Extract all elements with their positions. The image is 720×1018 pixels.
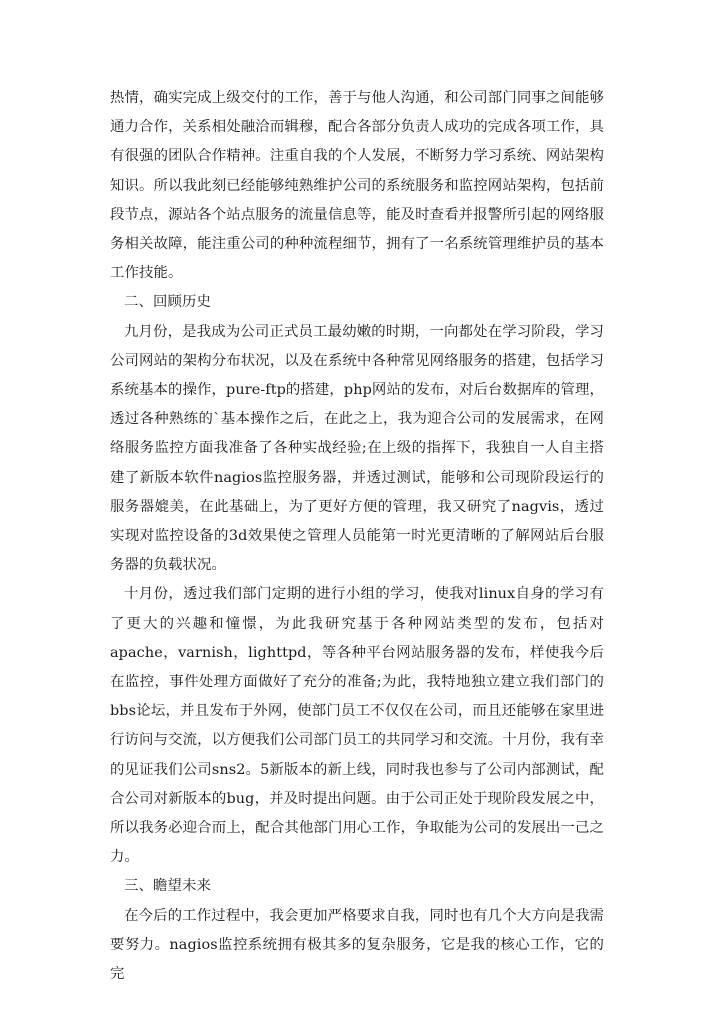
paragraph-october: 十月份，透过我们部门定期的进行小组的学习，使我对linux自身的学习有了更大的兴趣和憧憬，为此我研究基于各种网站类型的发布，包括对apache，varnish，lighttpd，等各种平台网站服务器的发布，样使我今后在监控，事件处理方面做好了充分的准备;为此，我特地独立建立我们部门的bbs论坛，并且发布于外网，使部门员工不仅仅在公司，而且还能够在家里进行访问与交流，以方便我们公司部门员工的共同学习和交流。十月份，我有幸的见证我们公司sns2。5新版本的新上线，同时我也参与了公司内部测试，配合公司对新版本的bug，并及时提出问题。由于公司正处于现阶段发展之中，所以我务必迎合而上，配合其他部门用心工作，争取能为公司的发展出一己之力。 [110, 586, 604, 866]
paragraph-continuation: 热情，确实完成上级交付的工作，善于与他人沟通，和公司部门同事之间能够通力合作，关系相处融洽而辑穆，配合各部分负责人成功的完成各项工作，具有很强的团队合作精神。注重自我的个人发展，不断努力学习系统、网站架构知识。所以我此刻已经能够纯熟维护公司的系统服务和监控网站架构，包括前段节点，源站各个站点服务的流量信息等，能及时查看并报警所引起的网络服务相关故障，能注重公司的种种流程细节，拥有了一名系统管理维护员的基本工作技能。 [110, 90, 604, 282]
section-heading-future: 三、瞻望未来 [124, 878, 211, 895]
paragraph-future: 在今后的工作过程中，我会更加严格要求自我，同时也有几个大方向是我需要努力。nagios监控系统拥有极其多的复杂服务，它是我的核心工作，它的完 [110, 907, 604, 983]
section-heading-history: 二、回顾历史 [124, 294, 211, 311]
document-body [110, 84, 604, 989]
paragraph-september: 九月份，是我成为公司正式员工最幼嫩的时期，一向都处在学习阶段，学习公司网站的架构分布状况，以及在系统中各种常见网络服务的搭建，包括学习系统基本的操作，pure-ftp的搭建，php网站的发布，对后台数据库的管理，透过各种熟练的`基本操作之后，在此之上，我为迎合公司的发展需求，在网络服务监控方面我准备了各种实战经验;在上级的指挥下，我独自一人自主搭建了新版本软件nagios监控服务器，并透过测试，能够和公司现阶段运行的服务器媲美，在此基础上，为了更好方便的管理，我又研究了nagvis，透过实现对监控设备的3d效果使之管理人员能第一时光更清晰的了解网站后台服务器的负载状况。 [110, 323, 604, 574]
